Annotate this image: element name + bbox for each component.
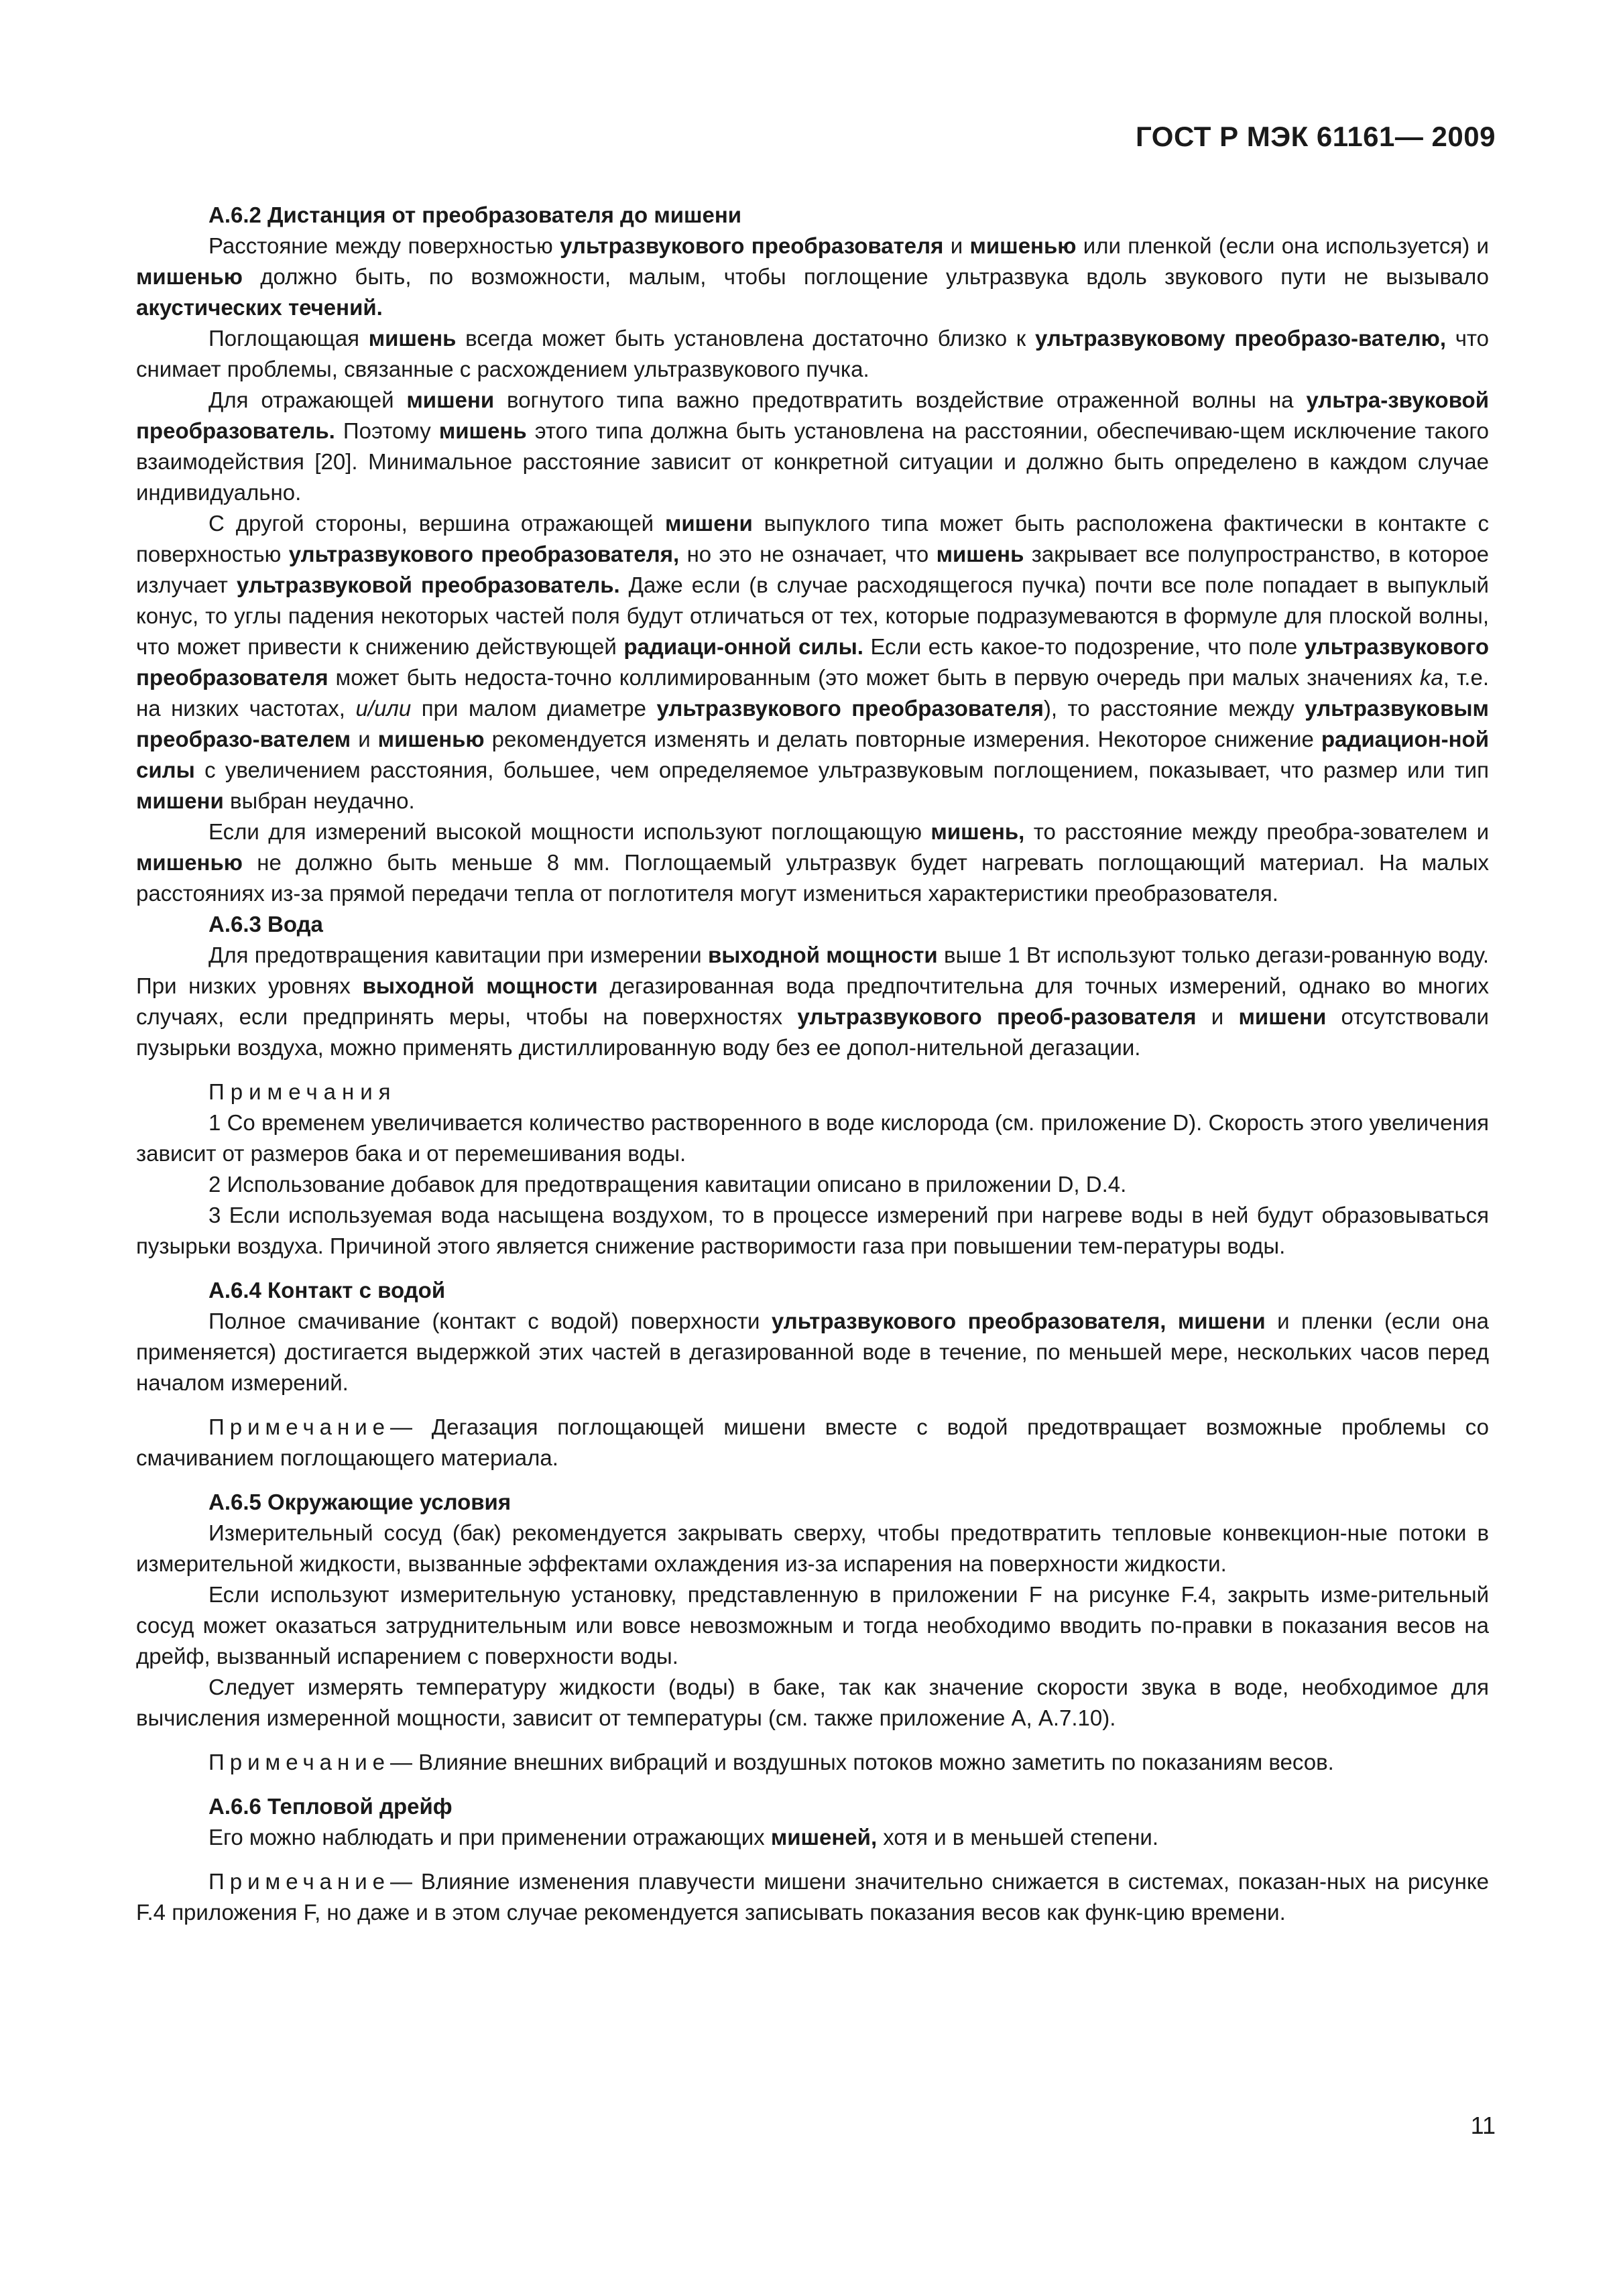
text-run: может быть недоста-точно коллимированным (это может быть в первую очередь при малых значениях xyxy=(328,665,1420,690)
text-run: или пленкой (если она используется) и xyxy=(1076,233,1489,258)
text-run: мишенью xyxy=(136,264,243,289)
text-run: мишеней, xyxy=(770,1825,878,1850)
text-run: Если для измерений высокой мощности используют поглощающую xyxy=(208,819,931,844)
a66-note: Примечание— Влияние изменения плавучести мишени значительно снижается в системах, показан-ных на рисунке F.4 приложения F, но даже и в этом случае рекомендуется записывать показания весов как функ-цию времени. xyxy=(136,1869,1489,1925)
text-run: при малом диаметре xyxy=(411,696,657,721)
text-run: С другой стороны, вершина отражающей xyxy=(208,511,665,536)
text-run: Поэтому xyxy=(335,418,439,443)
text-run: ультразвукового преобразователя xyxy=(656,696,1044,721)
text-run: отсутствовали пузырьки воздуха, можно применять дистиллированную воду без ее допол-нительной дегазации. xyxy=(136,1004,1489,1060)
text-run: Полное смачивание (контакт с водой) поверхности xyxy=(208,1309,772,1333)
text-run: мишень xyxy=(368,326,457,351)
section-a63-heading: А.6.3 Вода xyxy=(208,912,323,936)
text-run: мишенью xyxy=(377,727,485,751)
text-run: мишени xyxy=(664,511,753,536)
text-run: с увеличением расстояния, большее, чем определяемое ультразвуковым поглощением, показывает, что размер или тип xyxy=(194,758,1489,782)
text-run: ультразвукового преобразователя, мишени xyxy=(771,1309,1266,1333)
text-run: выходной мощности xyxy=(362,973,598,998)
text-run: и пленки (если она применяется) достигается выдержкой этих частей в дегазированной воде в течение, по меньшей мере, нескольких часов перед началом измерений. xyxy=(136,1309,1489,1395)
text-run: Даже если (в случае расходящегося пучка) почти все поле попадает в выпуклый конус, то углы падения некоторых частей поля будут отличаться от тех, которые подразумеваются в формуле для плоской волны, что может привести к снижению действующей xyxy=(136,572,1489,659)
a63-note-1: 1 Со временем увеличивается количество растворенного в воде кислорода (см. приложение D). Скорость этого увеличения зависит от размеров бака и от перемешивания воды. xyxy=(136,1110,1489,1166)
text-run: Поглощающая xyxy=(208,326,369,351)
text-run: ka xyxy=(1419,665,1443,690)
a64-paragraph-1 xyxy=(136,1306,1489,1398)
a63-notes-title: Примечания xyxy=(208,1079,397,1104)
text-run: должно быть, по возможности, малым, чтобы поглощение ультразвука вдоль звукового пути не вызывало xyxy=(242,264,1489,289)
text-run: Расстояние между поверхностью xyxy=(208,233,560,258)
text-run: выбран неудачно. xyxy=(223,788,415,813)
text-run: что снимает проблемы, связанные с расхождением ультразвукового пучка. xyxy=(136,326,1489,381)
text-run: радиаци-онной силы. xyxy=(623,634,863,659)
a62-paragraph-4 xyxy=(136,508,1489,817)
a65-note: Примечание— Влияние внешних вибраций и воздушных потоков можно заметить по показаниям весов. xyxy=(208,1750,1334,1774)
text-run: всегда может быть установлена достаточно близко к xyxy=(456,326,1035,351)
a66-paragraph-1 xyxy=(136,1822,1489,1853)
page-content xyxy=(136,200,1489,1928)
text-run: выше 1 Вт используют только дегази-рованную воду. При низких уровнях xyxy=(136,943,1490,998)
text-run: ультразвуковым преобразо-вателем xyxy=(136,696,1489,751)
a62-paragraph-3 xyxy=(136,385,1489,508)
text-run: и xyxy=(943,233,970,258)
text-run: ультразвуковой преобразователь. xyxy=(236,572,620,597)
text-run: и/или xyxy=(355,696,412,721)
text-run: Его можно наблюдать и при применении отражающих xyxy=(208,1825,771,1850)
text-run: ультразвуковому преобразо-вателю, xyxy=(1034,326,1446,351)
text-run: мишень xyxy=(438,418,527,443)
text-run: мишени xyxy=(406,387,495,412)
text-run: ультра-звуковой преобразователь. xyxy=(136,387,1489,443)
text-run: ультразвукового преобразователя xyxy=(136,634,1490,690)
a63-paragraph-1 xyxy=(136,940,1489,1063)
a64-note: Примечание— Дегазация поглощающей мишени вместе с водой предотвращает возможные проблемы со смачиванием поглощающего материала. xyxy=(136,1414,1489,1470)
text-run: закрывает все полупространство, в которое излучает xyxy=(136,542,1489,597)
a65-paragraph-3: Следует измерять температуру жидкости (воды) в баке, так как значение скорости звука в воде, необходимое для вычисления измеренной мощности, зависит от температуры (см. также приложение А, А.7.10). xyxy=(136,1675,1489,1730)
text-run: мишени xyxy=(136,788,224,813)
text-run: Для отражающей xyxy=(208,387,407,412)
text-run: и xyxy=(1196,1004,1239,1029)
text-run: ультразвукового преобразователя, xyxy=(288,542,680,566)
text-run: ультразвукового преоб-разователя xyxy=(797,1004,1197,1029)
a63-note-2: 2 Использование добавок для предотвращения кавитации описано в приложении D, D.4. xyxy=(208,1172,1127,1197)
text-run: и xyxy=(351,727,378,751)
section-a64-heading: А.6.4 Контакт с водой xyxy=(208,1278,446,1303)
text-run: хотя и в меньшей степени. xyxy=(877,1825,1159,1850)
text-run: выходной мощности xyxy=(707,943,938,967)
text-run: ультразвукового преобразователя xyxy=(560,233,944,258)
text-run: не должно быть меньше 8 мм. Поглощаемый ультразвук будет нагревать поглощающий материал. На малых расстояниях из-за прямой передачи тепла от поглотителя могут измениться характеристики преобразователя. xyxy=(136,850,1489,906)
text-run: этого типа должна быть установлена на расстоянии, обеспечиваю-щем исключение такого взаимодействия [20]. Минимальное расстояние зависит от конкретной ситуации и должно быть определено в каждом случае индивидуально. xyxy=(136,418,1489,505)
text-run: мишень, xyxy=(930,819,1025,844)
text-run: мишень xyxy=(936,542,1024,566)
a63-note-3: 3 Если используемая вода насыщена воздухом, то в процессе измерений при нагреве воды в ней будут образовываться пузырьки воздуха. Причиной этого является снижение растворимости газа при повышении тем-пературы воды. xyxy=(136,1203,1489,1258)
text-run: акустических течений. xyxy=(136,295,383,320)
text-run: но это не означает, что xyxy=(679,542,937,566)
a65-paragraph-1: Измерительный сосуд (бак) рекомендуется закрывать сверху, чтобы предотвратить тепловые конвекцион-ные потоки в измерительной жидкости, вызванные эффектами охлаждения из-за испарения на поверхности жидкости. xyxy=(136,1520,1489,1576)
a62-paragraph-2 xyxy=(136,323,1489,385)
a62-paragraph-5 xyxy=(136,817,1489,909)
text-run: ), то расстояние между xyxy=(1043,696,1305,721)
a62-paragraph-1 xyxy=(136,231,1489,323)
standard-header: ГОСТ Р МЭК 61161— 2009 xyxy=(1136,121,1496,152)
text-run: дегазированная вода предпочтительна для точных измерений, однако во многих случаях, если предпринять меры, чтобы на поверхностях xyxy=(136,973,1490,1029)
text-run: рекомендуется изменять и делать повторные измерения. Некоторое снижение xyxy=(484,727,1321,751)
text-run: мишенью xyxy=(969,233,1077,258)
text-run: вогнутого типа важно предотвратить воздействие отраженной волны на xyxy=(494,387,1307,412)
text-run: мишенью xyxy=(136,850,243,875)
text-run: Для предотвращения кавитации при измерении xyxy=(208,943,708,967)
text-run: мишени xyxy=(1238,1004,1327,1029)
text-run: то расстояние между преобра-зователем и xyxy=(1024,819,1489,844)
section-a65-heading: А.6.5 Окружающие условия xyxy=(208,1490,512,1514)
text-run: выпуклого типа может быть расположена фактически в контакте с поверхностью xyxy=(136,511,1489,566)
text-run: радиацион-ной силы xyxy=(136,727,1489,782)
text-run: Если есть какое-то подозрение, что поле xyxy=(863,634,1305,659)
section-a66-heading: А.6.6 Тепловой дрейф xyxy=(208,1794,453,1819)
page-number: 11 xyxy=(1470,2112,1496,2139)
text-run: , т.е. на низких частотах, xyxy=(136,665,1489,721)
a65-paragraph-2: Если используют измерительную установку, представленную в приложении F на рисунке F.4, закрыть изме-рительный сосуд может оказаться затруднительным или вовсе невозможным и тогда необходимо вводить по-правки в показания весов на дрейф, вызванный испарением с поверхности воды. xyxy=(136,1582,1489,1669)
section-a62-heading: А.6.2 Дистанция от преобразователя до мишени xyxy=(208,202,742,227)
